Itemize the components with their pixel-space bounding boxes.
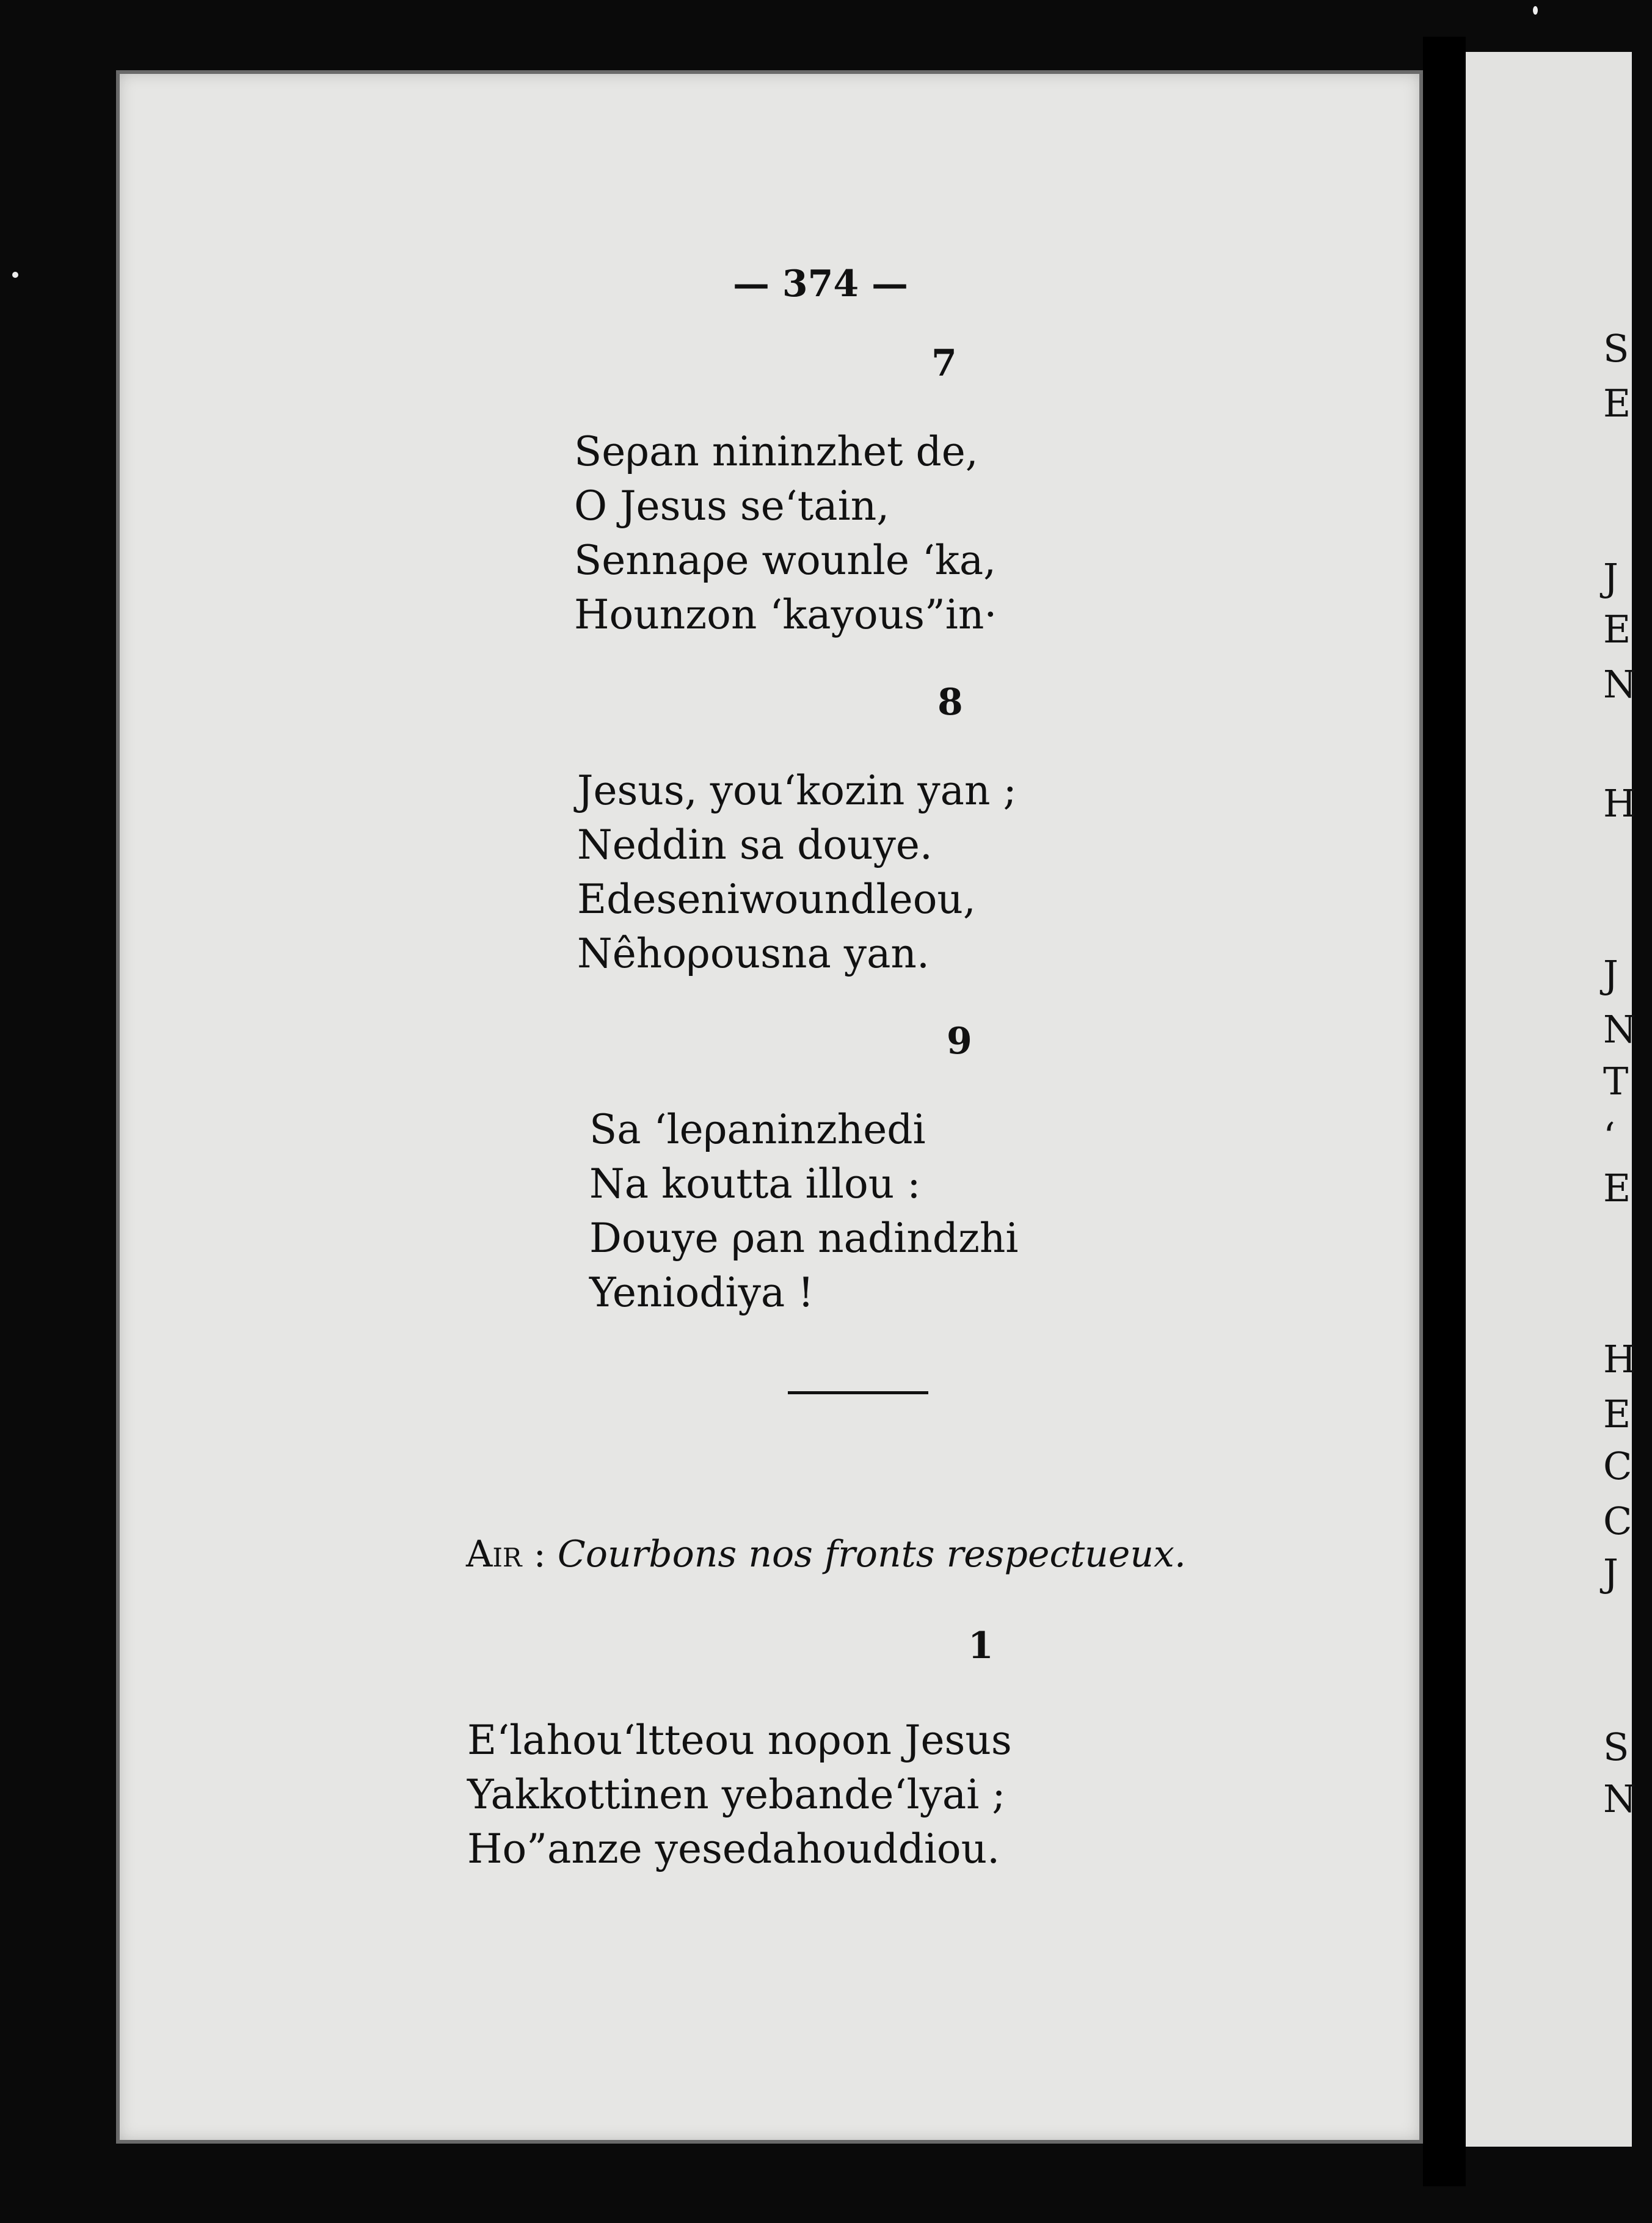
- stanza-line: E‘lahou‘ltteou noρon Jesus: [467, 1717, 1012, 1764]
- facing-letter: J: [1603, 555, 1618, 600]
- stanza-line: Sennaρe wounle ‘ka,: [574, 537, 997, 584]
- stanza-line: Jesus, you‘kozin yan ;: [577, 767, 1017, 814]
- hymn-stanza-number: 1: [968, 1625, 994, 1667]
- stanza-line: Na koutta illou :: [589, 1160, 921, 1207]
- stanza-line: Yeniodiya !: [589, 1269, 814, 1316]
- facing-letter: S: [1603, 1725, 1629, 1769]
- stanza-line: Hounzon ‘kayous”in·: [574, 591, 997, 638]
- stanza-8: [577, 763, 1017, 981]
- hymn-stanza-1: [467, 1713, 1012, 1876]
- air-label: Air :: [466, 1533, 546, 1576]
- stanza-line: Neddin sa douye.: [577, 821, 933, 868]
- scan-speck: [1533, 6, 1538, 15]
- page-number: — 374 —: [733, 263, 909, 305]
- stanza-number-9: 9: [947, 1020, 972, 1063]
- page-content: [116, 70, 1423, 2144]
- stanza-line: Yakkottinen yebande‘lyai ;: [467, 1771, 1006, 1818]
- facing-letter: N: [1603, 1007, 1637, 1052]
- facing-letter: E: [1603, 1166, 1631, 1210]
- facing-letter: J: [1603, 1551, 1618, 1595]
- facing-letter: ‘: [1603, 1114, 1615, 1159]
- stanza-line: Nêhoρousna yan.: [577, 930, 930, 977]
- facing-letter: J: [1603, 952, 1618, 997]
- facing-letter: E: [1603, 1392, 1631, 1436]
- stanza-line: O Jesus se‘tain,: [574, 482, 890, 529]
- stanza-line: Douye ρan nadindzhi: [589, 1215, 1019, 1262]
- facing-letter: N: [1603, 662, 1637, 707]
- stanza-number-8: 8: [937, 681, 963, 724]
- book-page: [116, 70, 1423, 2144]
- facing-letter: H: [1603, 1337, 1637, 1381]
- book-gutter: [1423, 37, 1466, 2186]
- stanza-7: [574, 424, 997, 642]
- facing-letter: C: [1603, 1499, 1632, 1543]
- stanza-line: Edeseniwoundleou,: [577, 876, 976, 923]
- facing-letter: E: [1603, 607, 1631, 652]
- stanza-9: [589, 1102, 1018, 1320]
- facing-page-edge: [1466, 52, 1637, 2147]
- stanza-line: Sa ‘leρaninzhedi: [589, 1106, 926, 1153]
- scan-speck: [12, 272, 18, 278]
- facing-letter: C: [1603, 1444, 1632, 1488]
- stanza-line: Seρan nininzhet de,: [574, 428, 978, 475]
- air-heading: [466, 1533, 1186, 1576]
- facing-letter: T: [1603, 1059, 1629, 1104]
- facing-letter: H: [1603, 781, 1637, 826]
- facing-letter: E: [1603, 381, 1631, 426]
- section-divider: [788, 1391, 928, 1394]
- stanza-line: Ho”anze yesedahouddiou.: [467, 1825, 1000, 1872]
- facing-letter: S: [1603, 326, 1629, 371]
- stanza-number-7: 7: [931, 342, 957, 385]
- air-title: Courbons nos fronts respectueux.: [557, 1533, 1186, 1576]
- facing-letter: N: [1603, 1777, 1637, 1821]
